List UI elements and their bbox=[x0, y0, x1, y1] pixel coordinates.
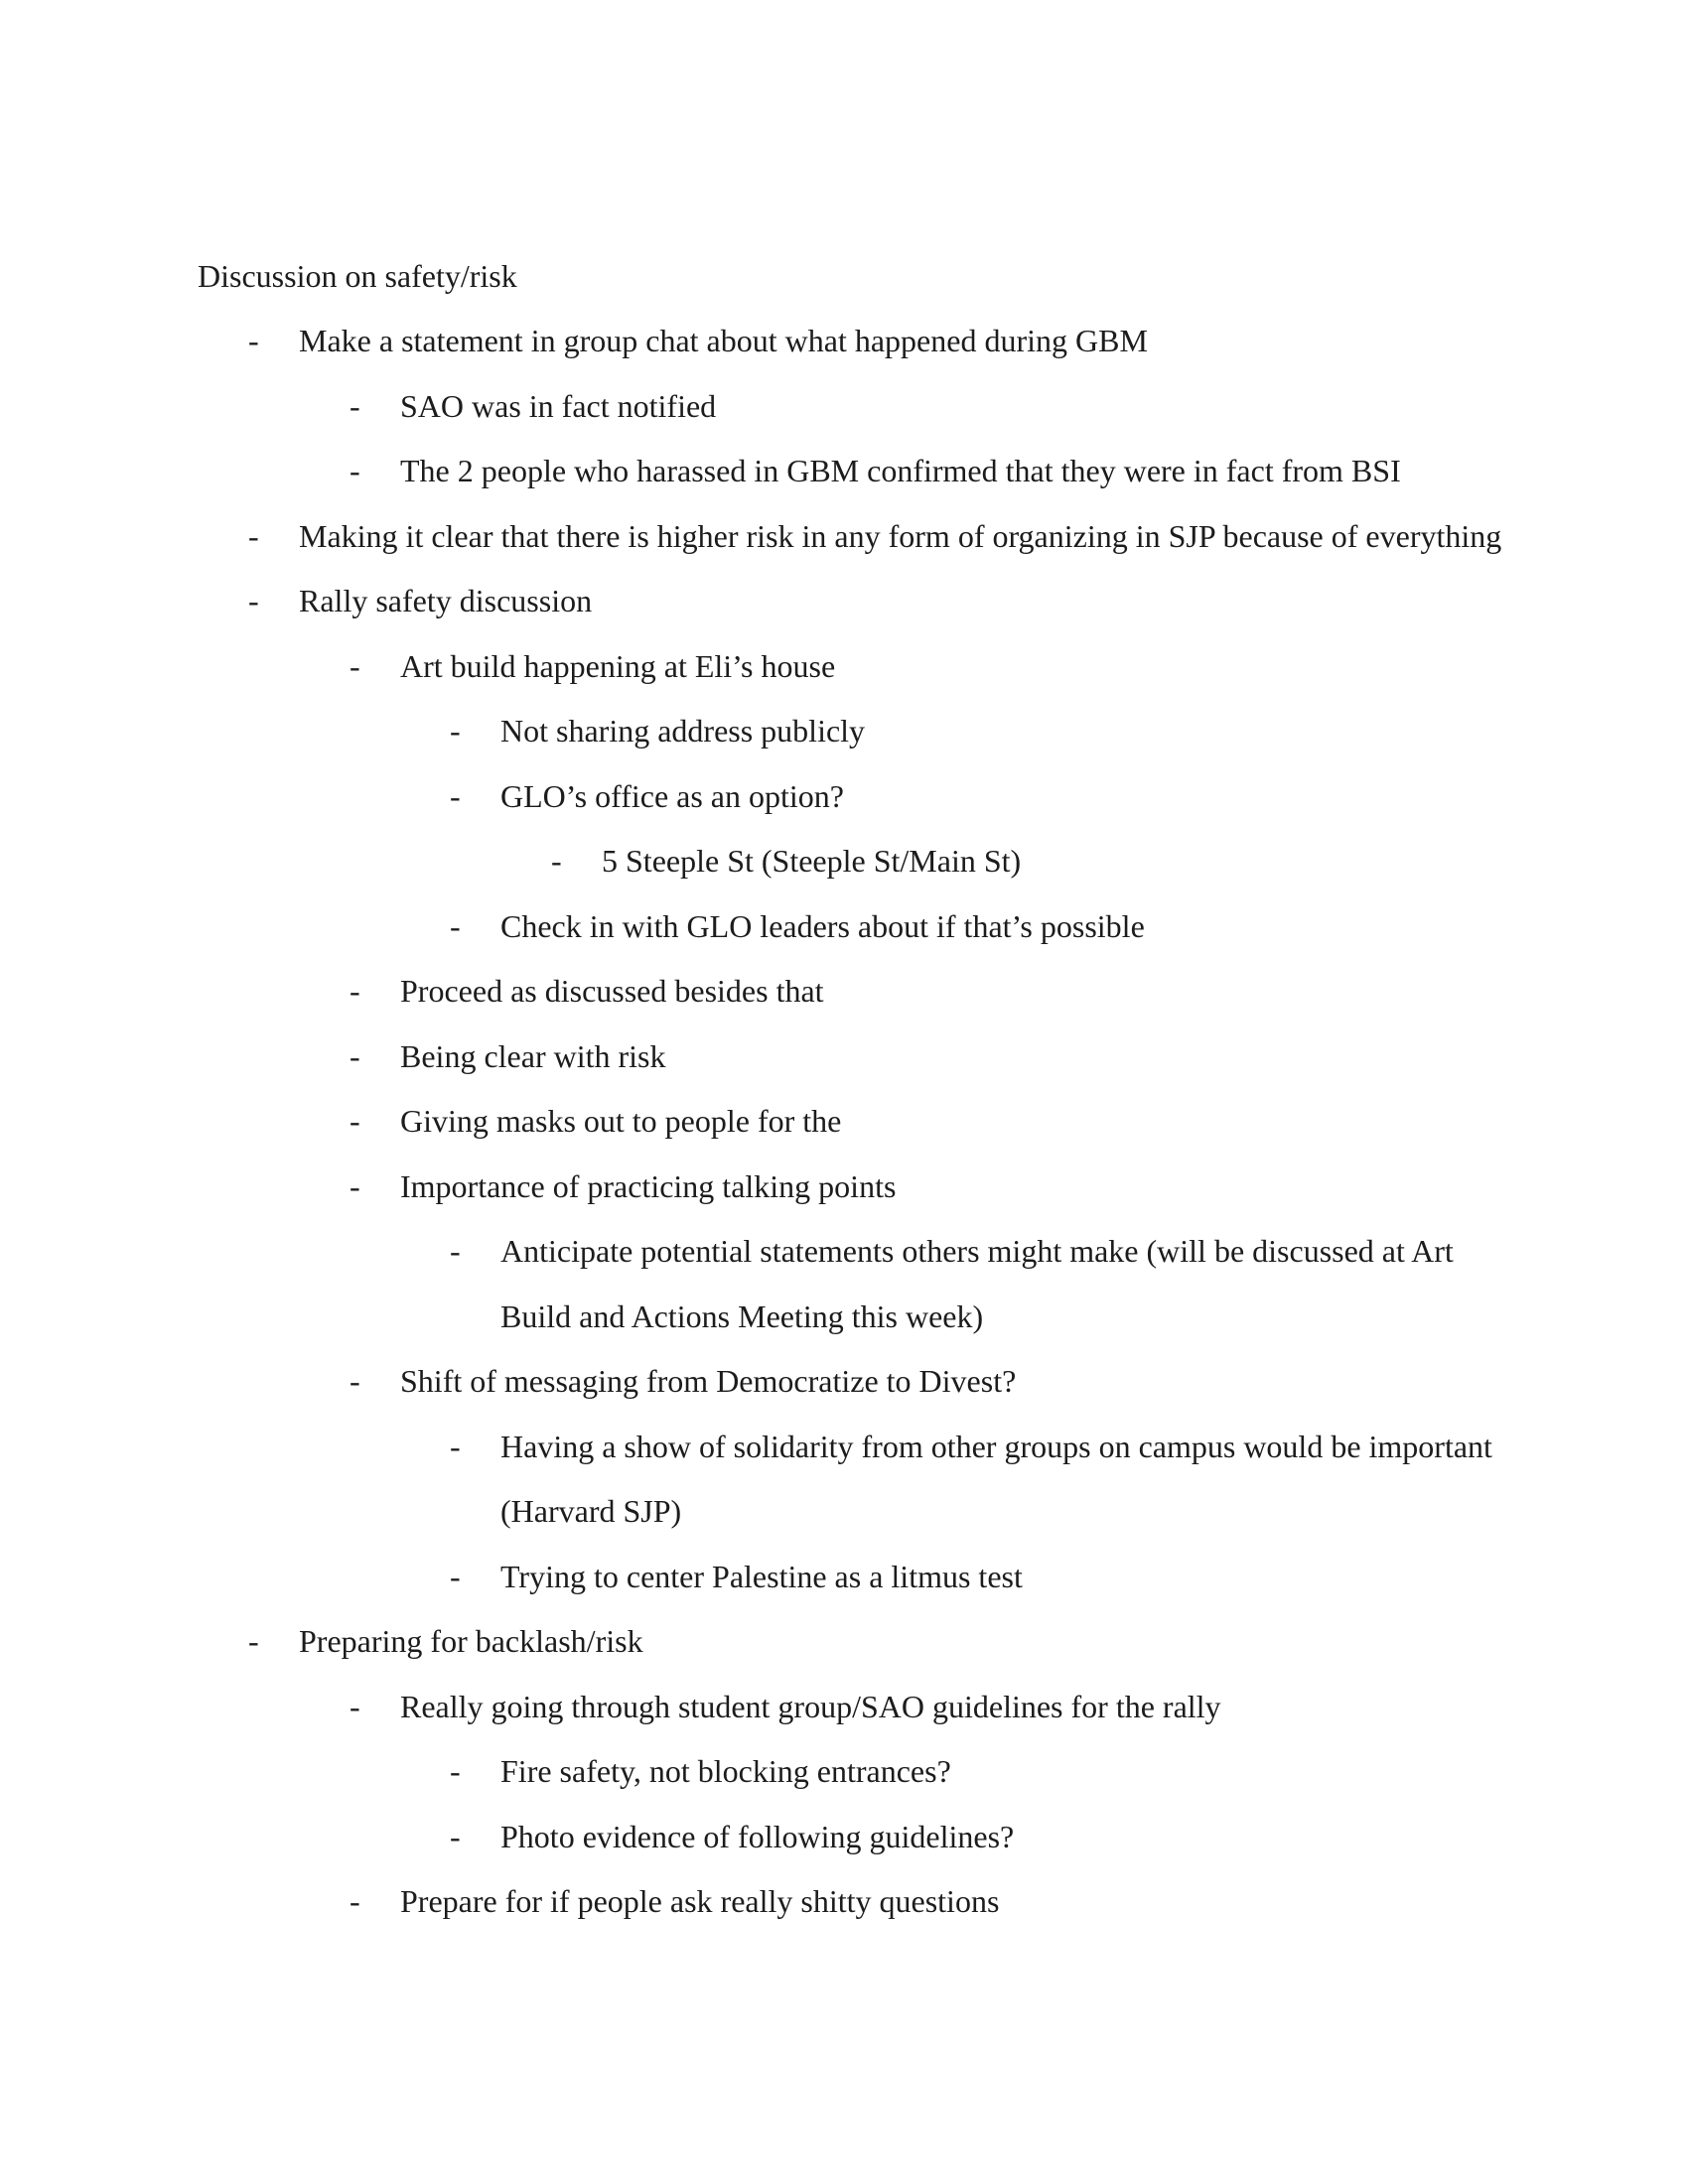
list-item bbox=[0, 1749, 1688, 1793]
list-item-text: Trying to center Palestine as a litmus test bbox=[500, 1559, 1023, 1594]
list-item bbox=[0, 514, 1688, 558]
list-item bbox=[0, 1164, 1688, 1208]
bullet-dash: - bbox=[450, 713, 461, 749]
list-item bbox=[0, 1489, 1688, 1533]
bullet-dash: - bbox=[450, 1233, 461, 1269]
list-item bbox=[0, 1034, 1688, 1078]
list-item bbox=[0, 449, 1688, 492]
list-item-text: Proceed as discussed besides that bbox=[400, 973, 824, 1009]
list-item bbox=[0, 904, 1688, 948]
bullet-dash: - bbox=[551, 843, 562, 879]
bullet-dash: - bbox=[248, 583, 259, 618]
list-item-text: Giving masks out to people for the bbox=[400, 1103, 842, 1139]
list-item-text: SAO was in fact notified bbox=[400, 388, 717, 424]
list-item-text: Make a statement in group chat about what happened during GBM bbox=[299, 323, 1148, 358]
list-item bbox=[0, 1295, 1688, 1338]
list-item-text: Really going through student group/SAO guidelines for the rally bbox=[400, 1689, 1221, 1724]
list-item-text: Build and Actions Meeting this week) bbox=[500, 1298, 984, 1334]
list-item-text: Having a show of solidarity from other groups on campus would be important bbox=[500, 1429, 1492, 1464]
list-item-text: The 2 people who harassed in GBM confirmed that they were in fact from BSI bbox=[400, 453, 1401, 488]
list-item bbox=[0, 969, 1688, 1013]
list-item-text: Not sharing address publicly bbox=[500, 713, 866, 749]
list-item bbox=[0, 319, 1688, 362]
bullet-dash: - bbox=[350, 1168, 360, 1204]
section-heading: Discussion on safety/risk bbox=[198, 258, 517, 294]
list-item bbox=[0, 839, 1688, 883]
list-item bbox=[0, 1879, 1688, 1923]
list-item-text: Art build happening at Eli’s house bbox=[400, 648, 836, 684]
list-item bbox=[0, 384, 1688, 428]
list-item bbox=[0, 1685, 1688, 1728]
list-item-text: Preparing for backlash/risk bbox=[299, 1623, 643, 1659]
list-item-text: Shift of messaging from Democratize to Divest? bbox=[400, 1363, 1017, 1399]
list-item-text: GLO’s office as an option? bbox=[500, 778, 844, 814]
bullet-dash: - bbox=[350, 1038, 360, 1074]
bullet-dash: - bbox=[450, 908, 461, 944]
bullet-dash: - bbox=[350, 453, 360, 488]
bullet-dash: - bbox=[450, 1559, 461, 1594]
list-item bbox=[0, 1619, 1688, 1663]
bullet-dash: - bbox=[450, 1753, 461, 1789]
list-item bbox=[0, 1099, 1688, 1143]
list-item bbox=[0, 1555, 1688, 1598]
bullet-dash: - bbox=[248, 1623, 259, 1659]
list-item-text: (Harvard SJP) bbox=[500, 1493, 682, 1529]
bullet-dash: - bbox=[350, 973, 360, 1009]
bullet-dash: - bbox=[350, 1883, 360, 1919]
list-item-text: 5 Steeple St (Steeple St/Main St) bbox=[602, 843, 1022, 879]
list-item bbox=[0, 644, 1688, 688]
list-item-text: Making it clear that there is higher risk in any form of organizing in SJP because of everything bbox=[299, 518, 1502, 554]
list-item bbox=[0, 1815, 1688, 1858]
list-item-text: Rally safety discussion bbox=[299, 583, 593, 618]
list-item-text: Being clear with risk bbox=[400, 1038, 666, 1074]
list-item bbox=[0, 774, 1688, 818]
bullet-dash: - bbox=[350, 648, 360, 684]
list-item bbox=[0, 1425, 1688, 1468]
list-item bbox=[0, 579, 1688, 622]
list-item bbox=[0, 1229, 1688, 1273]
list-item-text: Prepare for if people ask really shitty questions bbox=[400, 1883, 1000, 1919]
bullet-dash: - bbox=[450, 778, 461, 814]
list-item-text: Importance of practicing talking points bbox=[400, 1168, 897, 1204]
list-item-text: Photo evidence of following guidelines? bbox=[500, 1819, 1015, 1854]
bullet-dash: - bbox=[450, 1429, 461, 1464]
list-item-text: Check in with GLO leaders about if that’s possible bbox=[500, 908, 1145, 944]
bullet-dash: - bbox=[350, 1103, 360, 1139]
list-item bbox=[0, 1359, 1688, 1403]
bullet-dash: - bbox=[350, 388, 360, 424]
bullet-dash: - bbox=[248, 323, 259, 358]
bullet-dash: - bbox=[248, 518, 259, 554]
list-item-text: Fire safety, not blocking entrances? bbox=[500, 1753, 951, 1789]
bullet-dash: - bbox=[350, 1363, 360, 1399]
bullet-dash: - bbox=[350, 1689, 360, 1724]
list-item bbox=[0, 709, 1688, 752]
bullet-dash: - bbox=[450, 1819, 461, 1854]
list-item-text: Anticipate potential statements others might make (will be discussed at Art bbox=[500, 1233, 1454, 1269]
